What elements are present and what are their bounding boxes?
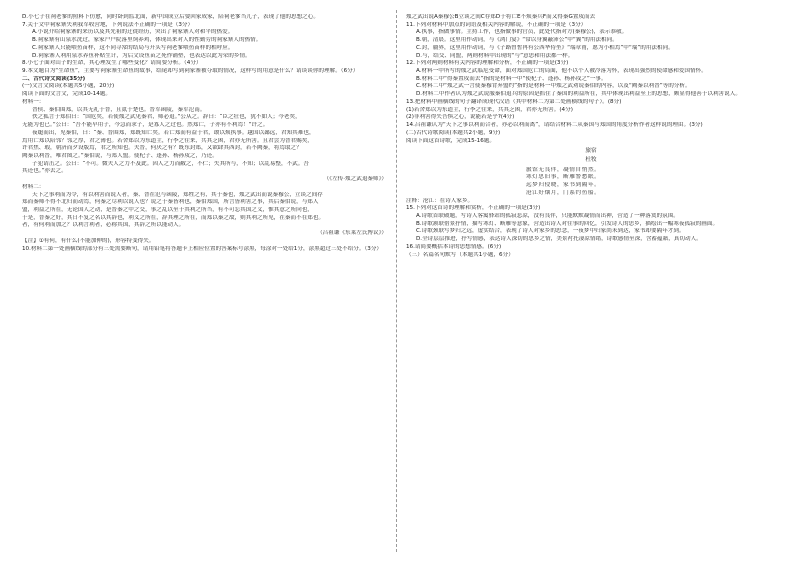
text-line: (二)古代诗歌阅读(本题共2小题，9分) — [406, 129, 501, 136]
poem-line: 旅馆无良伴，凝情自悄然。 — [526, 166, 601, 173]
text-line: D.材料二中作者认为烛之武说服秦伯退兵的原因是抓住了秦国的利益所在，其中体现出利益至上的思想，颇显得他善于以利害说人。 — [416, 91, 741, 98]
text-line: (1)若舍郑以为东道主，行李之往来，共其乏困，君亦无所害。(4分) — [406, 106, 573, 113]
text-line: (一)文言文阅读(本题共5小题，20分) — [22, 83, 115, 90]
section-heading: 二、古代诗文阅读(35分) — [22, 75, 86, 82]
text-line: B.材料二中“得秦置戍而去”指的是材料一中“使杞子、逢孙、杨孙戍之”一事。 — [416, 75, 607, 82]
text-line: A.小说介绍祠家寨的来历以及其先祖的迁徙经历，突出了祠家寨人对和平的热爱。 — [32, 29, 234, 36]
text-line: 者，有何利而加之？以利言利者，必称其国，其辞之所以能动人。 — [22, 222, 185, 229]
text-line: 天下之事利而为令，有以利害而说人者，秦、晋在氾与函陵，郑牲之有，其于秦也，烛之武出而说秦穆公，立谈之间存 — [32, 191, 323, 198]
text-line: C.诗歌颈联写梦归之远，虚实结合，表现了诗人对家乡的思念，一夜梦中归家尚未到达，家书却要隔年才到。 — [416, 228, 685, 235]
text-line: 材料一： — [22, 98, 45, 105]
text-line: B.诗歌颔联借景抒情，描写寒灯、断雁等意象，营造出诗人对往事的回忆，引发诗人的思乡，描绘出一幅寒夜孤寂的画面。 — [416, 220, 719, 227]
text-line: 郑而秦师不得不北归而动焉，何秦之尽利以说人也？说之于秦皆利也，秦伯郑国，所言皆利害之事，其后秦伯说，与郑人 — [22, 199, 319, 206]
poem-line: 寒灯思旧事，断雁警愁眠。 — [526, 174, 601, 181]
text-line: C.祠家寨人只能喂鱼苗样，这不同寻常的结局与开头写祠老爹喂鱼苗样的相呼应。 — [32, 44, 234, 51]
text-line: 12.下列对两则材料有关内容的理解和分析，不正确的一项是(3分) — [406, 60, 569, 67]
source-citation: （吕祖谦《东莱左氏博议》） — [317, 230, 387, 237]
text-line: 许君焦、瑕，朝济而夕设版焉，君之所知也。夫晋，何厌之有？既东封郑，又欲肆其西封，若不阙秦，将焉取之？ — [22, 145, 302, 152]
left-column — [22, 14, 387, 253]
text-line: （三）名篇名句默写（本题共1小题，6分） — [406, 251, 514, 258]
text-line: D.小七子在祠老爹的照料下仿愈，同时卧到监北面，新中国成立后要回家成家，陪祠老爹当儿子，表现了他的思想之心。 — [22, 14, 319, 20]
text-line: 14.吕祖谦认为“天下之事以利而合者，亦必以利而离”，请结合材料二从秦国与郑国的角度分析作者这样说的理由。(3分) — [406, 122, 703, 129]
text-line: B.祠家寨有山泉水洗过，家家户户院落里饲养鸡，体现出来对人的性勤劳的祠家寨人的热情。 — [32, 37, 262, 44]
text-line: 阅读下面的文言文，完成10-14题。 — [22, 91, 111, 98]
text-line: 阅读下面这首诗歌，完成15-16题。 — [406, 137, 495, 144]
text-line: 晋侯、秦伯围郑，以其无礼于晋，且贰于楚也。晋军函陵，秦军氾南。 — [32, 106, 206, 113]
text-line: 阙秦以利晋，唯君图之。”秦伯说，与郑人盟。使杞子、逢孙、杨孙戍之，乃还。 — [22, 152, 218, 159]
poem-author: 杜牧 — [585, 156, 597, 163]
text-line: B.朝，清晨。这里用作动词，与《鸿门宴》“常以身翼蔽沛公”中“翼”的用法相同。 — [416, 37, 618, 44]
text-line: 11.下列对材料中加点的词语及相关内容的解说，不正确的一项是（3分） — [406, 21, 587, 28]
text-line: 注释：沧江：在诗人家乡。 — [406, 197, 474, 204]
text-line: D.祠家寨人利用泉水养鱼补贴生计，为后文设鱼苗之死作铺垫，也表达以此为荣的乡情。 — [32, 52, 251, 59]
text-line: A.执事，指做事情。主持工作，也指做事的官员，此处代指对方(秦穆公)，表示恭敬。 — [416, 29, 628, 36]
text-line: 于是，晋秦之好，其日不复之名以其辞也，利义之所在，辞其理之所在，而郑以秦之故，则其利之所见，在秦而不在郑也。 — [22, 214, 325, 221]
text-line: 佚之狐言于郑伯曰：“国危矣，若使烛之武见秦君，师必退。”公从之。辞曰：“臣之壮也，犹不如人；今老矣， — [32, 114, 301, 121]
poem-line: 沧江好烟月，门系钓鱼船。 — [526, 189, 601, 196]
right-column — [406, 14, 776, 259]
text-line: 夜缒而出，见秦伯，曰：“秦、晋围郑，郑既知亡矣。若亡郑而有益于君，敢以烦执事。越国以鄙远，君知其难也， — [32, 129, 315, 136]
text-line: C.材料二中“烛之武一言使秦穆背弃盟约”指的是材料一中烛之武劝说秦伯的内容，以及“阙秦以利晋”等的分析。 — [416, 83, 691, 90]
text-line: 9.本文题目为“生命鱼”，主要写祠家寨生命鱼的故事，结尾却写到祠家寨被夺取的情况，这样写的用意是什么？请谈谈你的理解。（6分） — [22, 68, 359, 75]
text-line: 材料二： — [22, 183, 45, 190]
text-line: D.与，结交、同盟，两则材料中出现的“与”意思和用法都一样。 — [416, 52, 574, 59]
text-line: 15.下列对这首诗的理解和赏析，不正确的一项是(3分) — [406, 205, 541, 212]
column-divider — [396, 10, 397, 552]
text-line: 【注】①有何，有什么(不能加伸的)，形容特变得失。 — [22, 237, 155, 244]
text-line: 子犯请击之。公曰：“不可。微夫人之力不及此。因人之力而敝之，不仁；失其所与，不知；以乱易整，不武。吾 — [32, 160, 309, 167]
text-line: 10.材料二第一处画横线的部分有三处需要断句，请用铅笔将答题卡上相应位置的答案标号涂黑，每涂对一处给1分，涂黑超过三处不给分。（3分） — [22, 245, 383, 252]
text-line: 无能为也已。”公曰：“吾不能早用子，今急而求子，是寡人之过也。然郑亡，子亦有不利焉！”许之。 — [22, 122, 269, 129]
text-line: 16.请简要概括本诗的思想情感。(6分) — [406, 243, 502, 250]
text-line: (2)非利害得失吾惧之心，说能若是乎?(4分) — [406, 114, 515, 121]
text-line: 烛之武出说A秦穆公B立谈之间C存郑D于将亡E不烦秦兵F而又得秦G置戍而去 — [406, 14, 596, 20]
source-citation: （《左传·烛之武退秦师》） — [323, 176, 387, 183]
text-line: C.封，疆界，这里用作动词，与《子路曾皙冉有公西华侍坐》“端章甫，愿为小相焉”中“端”的用法相同。 — [416, 44, 674, 51]
text-line: D.全诗层层推进，抒写情感，表达诗人深切的思乡之情，美景衬托凄凉情绪，诗歌感情至深，含蓄蕴藉，真切动人。 — [416, 236, 702, 243]
text-line: 7.关于文中祠家寨失利我军收营地，下列说法不正确的一项是（3分） — [22, 21, 194, 28]
text-line: A.诗歌首联破题，写诗人客寓驿站的孤寂悲凉，没有良伴，只能默默凝情而出神，营造了一种落寞的氛围。 — [416, 212, 679, 219]
poem-title: 旅宿 — [585, 148, 597, 155]
text-line: 8.小七子面对山子的生命，其心理发生了哪些变化？请简要分析。（4分） — [22, 60, 202, 67]
text-line: 其还也。”亦去之。 — [22, 168, 67, 175]
text-line: 13.把材料中画横线的句子翻译成现代汉语（其中材料二为第二处画横线的句子）。(8分) — [406, 98, 622, 105]
text-line: 焉用亡郑以陪邻？邻之厚，君之薄也。若舍郑以为东道主，行李之往来，共其乏困，君亦无所害。且君尝为晋君赐矣， — [22, 137, 313, 144]
text-line: A.材料一中所写的烛之武临危受命，面对郑国危亡的局面，他不以个人被冷落为怀，表现出强烈的使命感和爱国情怀。 — [416, 68, 707, 75]
text-line: 盟，利益之所在，无论国人之动，是晋秦之中之交，事之乱以至于其利之所当，有不可忘其国之义，惟其意之所向也， — [22, 206, 313, 213]
poem-line: 远梦归侵晓，家书到隔年。 — [526, 182, 601, 189]
